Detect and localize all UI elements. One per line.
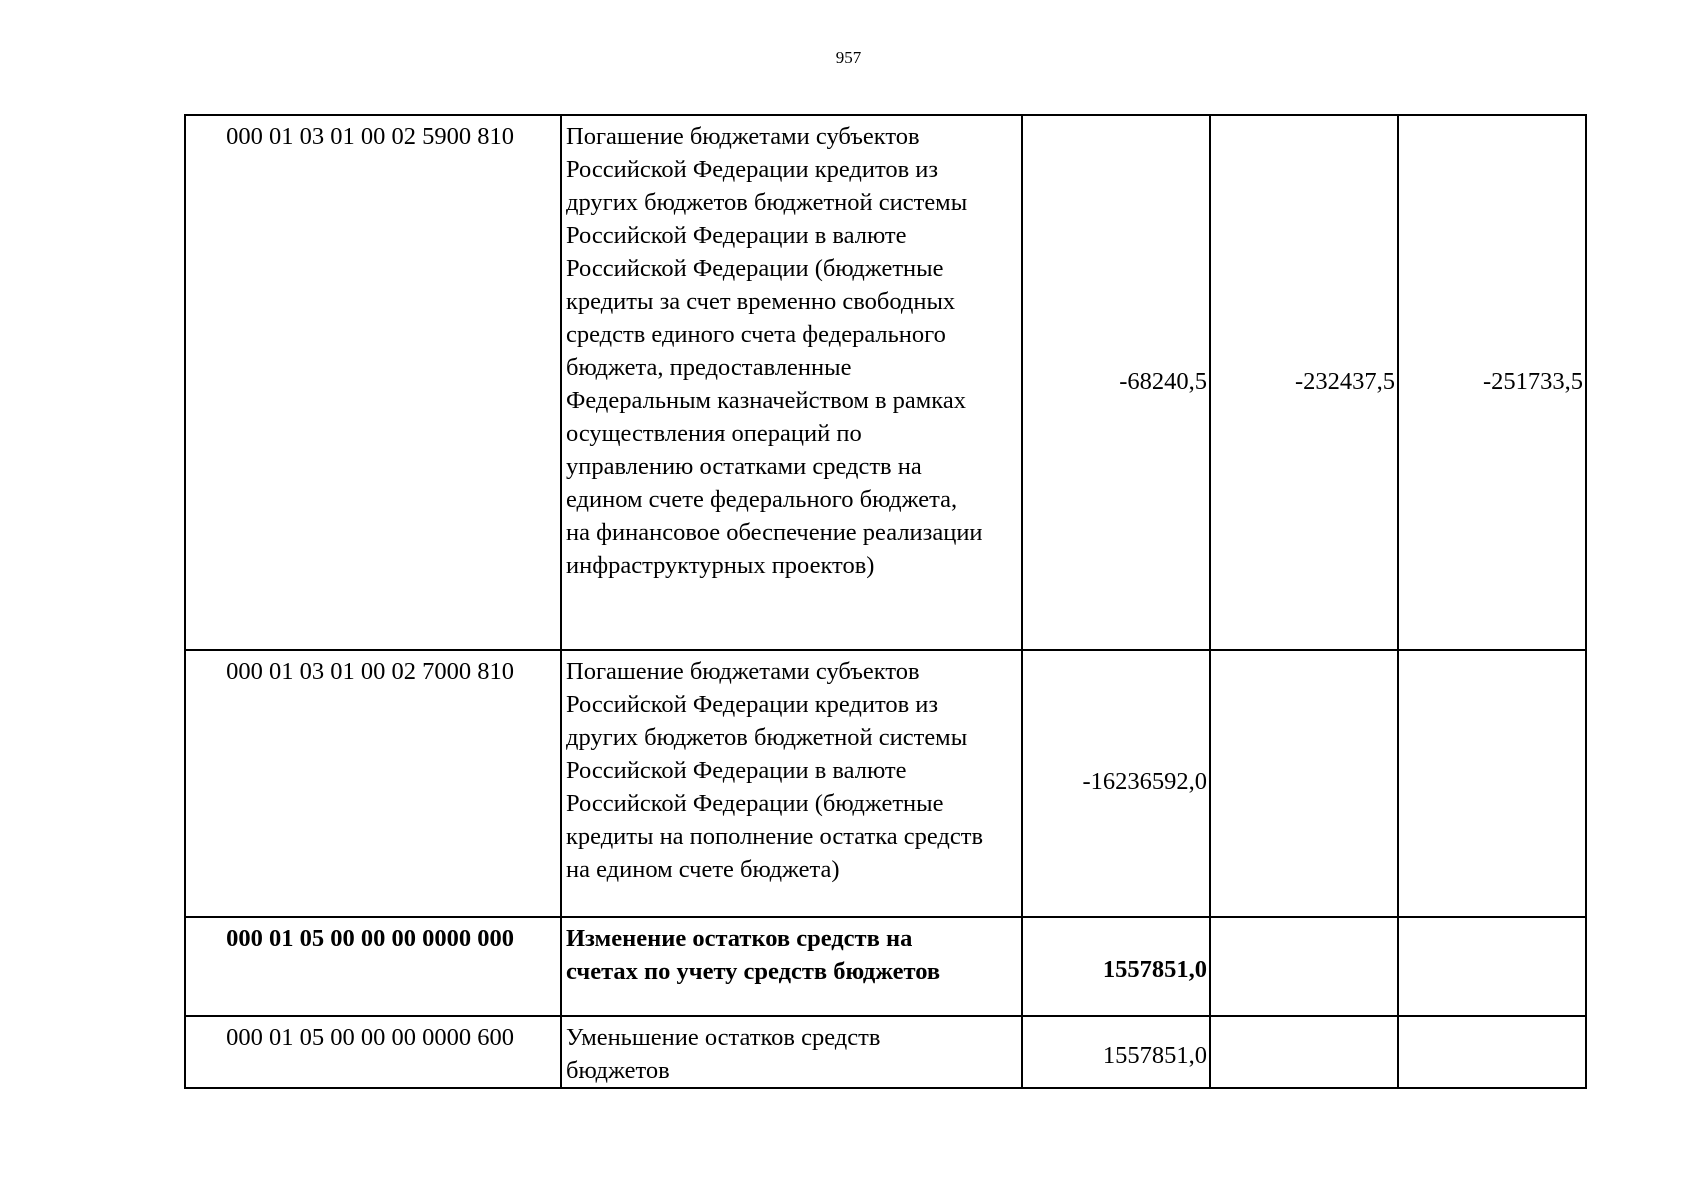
amount-cell-year-1: 1557851,0 <box>1022 1016 1210 1088</box>
description-cell <box>561 917 1022 1016</box>
description-line: Федеральным казначейством в рамках <box>566 387 966 414</box>
description-cell <box>561 115 1022 650</box>
description-line: Российской Федерации кредитов из <box>566 691 939 718</box>
budget-table <box>184 114 1587 1089</box>
description-line: бюджетов <box>566 1057 670 1084</box>
amount-cell-year-3 <box>1398 650 1586 917</box>
amount-cell-year-1: -16236592,0 <box>1022 650 1210 917</box>
description-line: Погашение бюджетами субъектов <box>566 658 920 685</box>
amount-cell-year-1: 1557851,0 <box>1022 917 1210 1016</box>
description-line: Российской Федерации (бюджетные <box>566 255 944 282</box>
description-line: кредиты за счет временно свободных <box>566 288 956 315</box>
description-cell <box>561 1016 1022 1088</box>
description-line: Российской Федерации в валюте <box>566 757 907 784</box>
amount-cell-year-2: -232437,5 <box>1210 115 1398 650</box>
budget-code-cell: 000 01 03 01 00 02 7000 810 <box>185 650 561 917</box>
amount-cell-year-2 <box>1210 917 1398 1016</box>
description-line: средств единого счета федерального <box>566 321 946 348</box>
page-number: 957 <box>835 48 862 67</box>
description-line: управлению остатками средств на <box>566 453 922 480</box>
description-line: Изменение остатков средств на <box>566 925 913 952</box>
description-cell <box>561 650 1022 917</box>
amount-cell-year-2 <box>1210 1016 1398 1088</box>
amount-cell-year-3 <box>1398 1016 1586 1088</box>
description-line: Российской Федерации (бюджетные <box>566 790 944 817</box>
description-line: счетах по учету средств бюджетов <box>566 958 941 985</box>
table-row-total <box>185 917 1586 1016</box>
description-line: осуществления операций по <box>566 420 862 447</box>
description-line: бюджета, предоставленные <box>566 354 852 381</box>
description-line: Российской Федерации в валюте <box>566 222 907 249</box>
budget-code-cell: 000 01 05 00 00 00 0000 000 <box>185 917 561 1016</box>
description-line: кредиты на пополнение остатка средств <box>566 823 984 850</box>
table-row <box>185 650 1586 917</box>
description-line: инфраструктурных проектов) <box>566 552 875 579</box>
amount-cell-year-3 <box>1398 917 1586 1016</box>
description-line: едином счете федерального бюджета, <box>566 486 958 513</box>
description-line: на финансовое обеспечение реализации <box>566 519 983 546</box>
description-line: Уменьшение остатков средств <box>566 1024 881 1051</box>
description-line: Российской Федерации кредитов из <box>566 156 939 183</box>
description-line: других бюджетов бюджетной системы <box>566 189 968 216</box>
amount-cell-year-2 <box>1210 650 1398 917</box>
description-line: Погашение бюджетами субъектов <box>566 123 920 150</box>
description-line: других бюджетов бюджетной системы <box>566 724 968 751</box>
amount-cell-year-3: -251733,5 <box>1398 115 1586 650</box>
table-row <box>185 1016 1586 1088</box>
table-row <box>185 115 1586 650</box>
amount-cell-year-1: -68240,5 <box>1022 115 1210 650</box>
budget-code-cell: 000 01 03 01 00 02 5900 810 <box>185 115 561 650</box>
description-line: на едином счете бюджета) <box>566 856 840 883</box>
budget-code-cell: 000 01 05 00 00 00 0000 600 <box>185 1016 561 1088</box>
